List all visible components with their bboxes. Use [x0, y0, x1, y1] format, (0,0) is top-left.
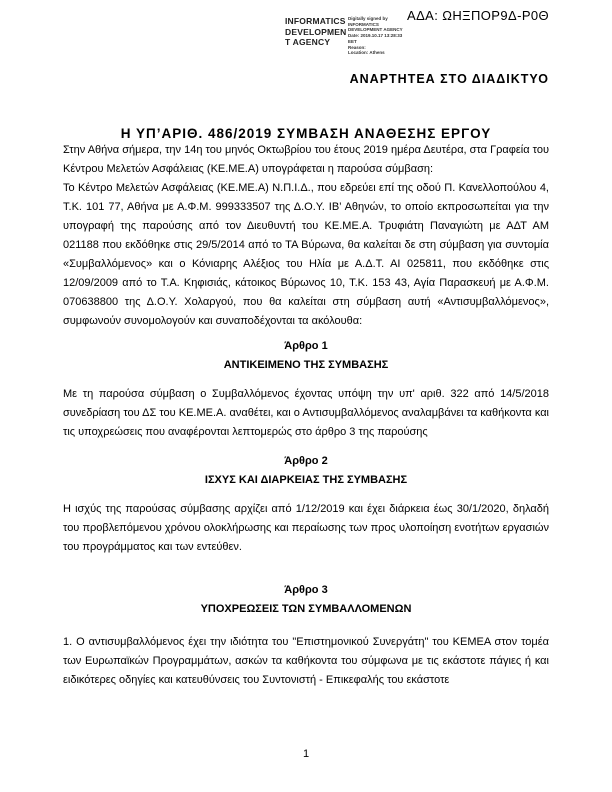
signer-name-line: T AGENCY	[285, 37, 331, 47]
ada-code: ΑΔΑ: ΩΗΞΠΟΡ9Δ-Ρ0Θ	[407, 8, 550, 23]
contracting-parties-paragraph: Το Κέντρο Μελετών Ασφάλειας (ΚΕ.ΜΕ.Α) Ν.Π.Ι.Δ., που εδρεύει επί της οδού Π. Κανελλοπούλου 4, Τ.Κ. 101 77, Αθήνα με Α.Φ.Μ. 999333507 της Δ.Ο.Υ. ΙΒ’ Αθηνών, το οποίο εκπροσωπείται για την υπογραφή της παρούσης από τον Διευθυντή του ΚΕ.ΜΕ.Α. Τρυφιάτη Παναγιώτη με ΑΔΤ ΑΜ 021188 που εκδόθηκε στις 29/5/2014 από το ΤΑ Βύρωνα, θα καλείται δε στη σύμβαση για συντομία «Συμβαλλόμενος» και ο Κόνιαρης Αλέξιος του Ηλία με Α.Δ.Τ. ΑΙ 025811, που εκδόθηκε στις 12/09/2009 από το Τ.Α. Κηφισιάς, κάτοικος Βύρωνος 10, Τ.Κ. 153 43, Αγία Παρασκευή με Α.Φ.Μ. 070638800 της Δ.Ο.Υ. Χολαργού, που θα καλείται στη σύμβαση αυτή «Αντισυμβαλλόμενος», συμφωνούν συνομολογούν και συναποδέχονται τα ακόλουθα:	[63, 182, 549, 327]
signer-name-line: INFORMATICS	[285, 16, 346, 26]
document-content	[63, 0, 549, 690]
article-2-subheading: ΙΣΧΥΣ ΚΑΙ ΔΙΑΡΚΕΙΑΣ ΤΗΣ ΣΥΜΒΑΣΗΣ	[204, 474, 408, 486]
article-1-subheading: ΑΝΤΙΚΕΙΜΕΝΟ ΤΗΣ ΣΥΜΒΑΣΗΣ	[223, 359, 389, 371]
signer-name-line: DEVELOPMEN	[285, 26, 347, 37]
article-2-heading: Άρθρο 2	[284, 455, 328, 467]
document-title: Η ΥΠ’ΑΡΙΘ. 486/2019 ΣΥΜΒΑΣΗ ΑΝΑΘΕΣΗΣ ΕΡΓΟΥ	[120, 126, 492, 141]
article-2	[63, 452, 549, 557]
article-1-body: Με τη παρούσα σύμβαση ο Συμβαλλόμενος έχοντας υπόψη την υπ' αριθ. 322 από 14/5/2018 συνεδρίαση του ΔΣ του ΚΕ.ΜΕ.Α. αναθέτει, και ο Αντισυμβαλλόμενος αναλαμβάνει τα καθήκοντα και τις υποχρεώσεις που αναφέρονται λεπτομερώς στο άρθρο 3 της παρούσης	[63, 388, 549, 438]
article-3-body: 1. Ο αντισυμβαλλόμενος έχει την ιδιότητα του "Επιστημονικού Συνεργάτη" του ΚΕΜΕΑ στον τομέα των Ευρωπαϊκών Προγραμμάτων, ασκών τα καθήκοντα του σύμφωνα με τις εκάστοτε πάγιες ή και ειδικότερες οδηγίες και κατευθύνσεις του Συντονιστή - Επικεφαλής του εκάστοτε	[63, 636, 549, 686]
article-3-heading: Άρθρο 3	[284, 584, 328, 596]
intro-paragraph: Στην Αθήνα σήμερα, την 14η του μηνός Οκτωβρίου του έτους 2019 ημέρα Δευτέρα, στα Γραφεία του Κέντρου Μελετών Ασφάλειας (ΚΕ.ΜΕ.Α) υπογράφεται η παρούσα σύμβαση:	[63, 144, 549, 175]
signature-detail-line: Date: 2019.10.17 13:28:33	[348, 33, 403, 39]
page-number: 1	[302, 748, 310, 760]
article-1-heading: Άρθρο 1	[284, 340, 328, 352]
article-2-body: Η ισχύς της παρούσας σύμβασης αρχίζει από 1/12/2019 και έχει διάρκεια έως 30/1/2020, δηλαδή του προβλεπόμενου χρόνου ολοκλήρωσης και περαίωσης των προς υλοποίηση ενοτήτων εργασιών του προγράμματος και των εντεύθεν.	[63, 503, 549, 553]
signature-detail-line: Digitally signed by	[348, 16, 388, 21]
signature-detail-line: Reason:	[348, 44, 366, 50]
signature-detail-line: Location: Athens	[348, 50, 385, 56]
article-3	[63, 581, 549, 690]
signature-detail-line: EET	[348, 38, 357, 44]
web-posting-notice: ΑΝΑΡΤΗΤΕΑ ΣΤΟ ΔΙΑΔΙΚΤΥΟ	[349, 72, 549, 86]
article-3-subheading: ΥΠΟΧΡΕΩΣΕΙΣ ΤΩΝ ΣΥΜΒΑΛΛΟΜΕΝΩΝ	[200, 603, 412, 615]
article-1	[63, 337, 549, 442]
signature-detail-line: INFORMATICS	[348, 21, 379, 27]
signature-detail-line: DEVELOPMENT AGENCY	[348, 27, 403, 33]
